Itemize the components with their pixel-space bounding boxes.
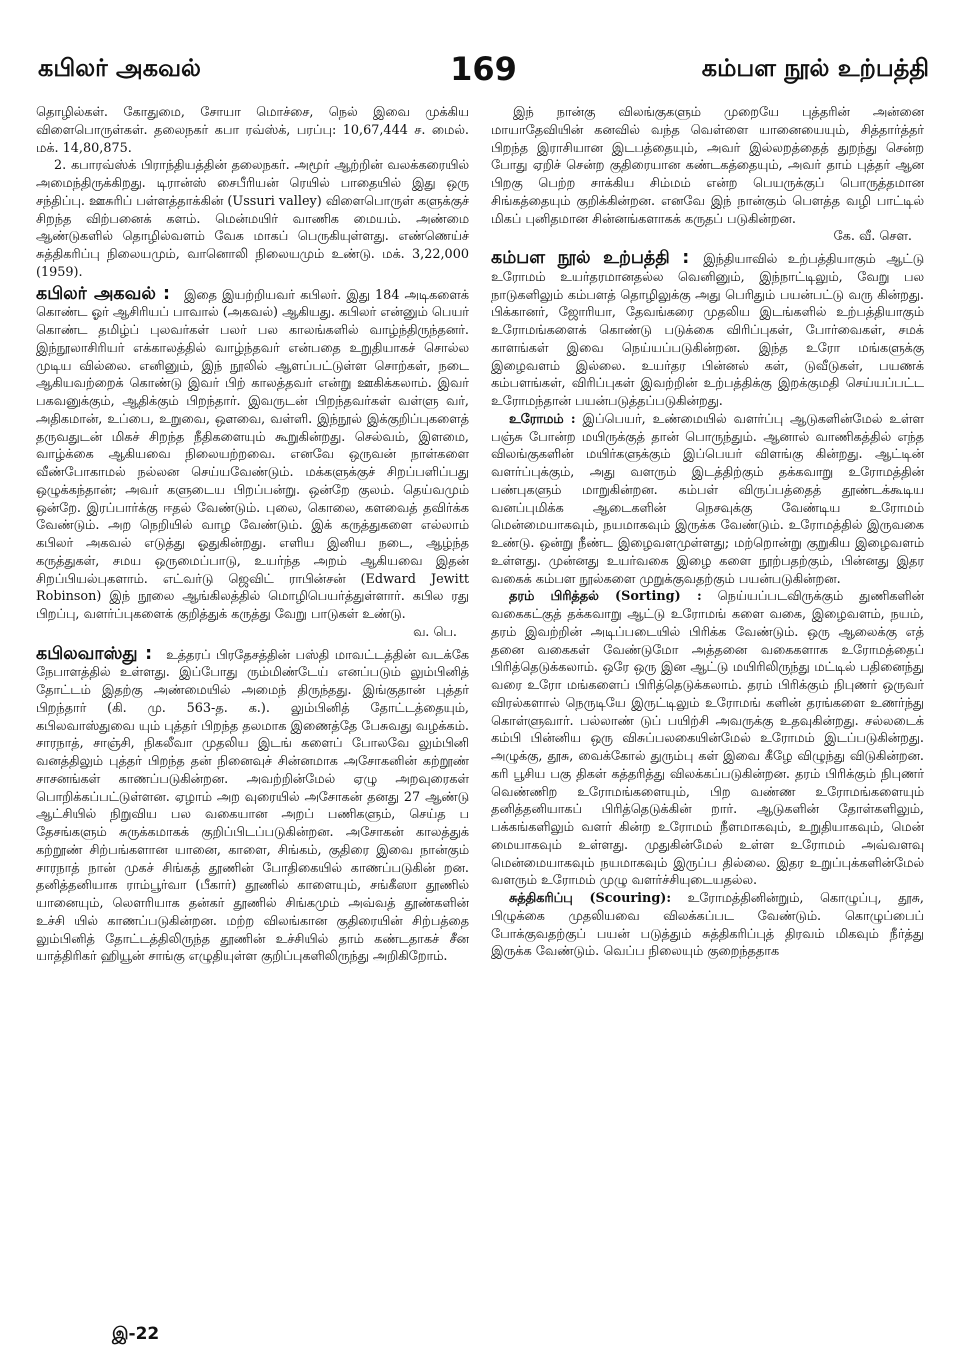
entry-headword: கபிலர் அகவல் : (36, 283, 170, 304)
continued-paragraph (491, 104, 924, 246)
entry-body: இந்தியாவில் உற்பத்தியாகும் ஆட்டு உரோமம் உயர்தரமானதல்ல வெனினும், இந்நாட்டிலும், வேறு பல நாடுகளிலும் கம்பளத் தொழிலுக்கு அது பெரிதும் பயன்பட்டு வரு கின்றது. பிக்கானர், ஜோரியா, தேவங்கரை முதலிய இடங்களில் உற்பத்தியாகும் உரோமங்களைக் கொண்டு படுக்கை விரிப்புகள், போர்வைகள், சமக் காளங்கள் இவை நெய்யப்படுகின்றன. இந்த உரோ மங்களுக்கு இழைவளம் இல்லை. உயர்தர பின்னல் கள், டுவீடுகள், பயணக் கம்பளங்கள், விரிப்புகள் இவற்றின் உற்பத்திக்கு இறக்குமதி செய்யப்பட்ட உரோமந்தான் பயன்படுத்தப்படுகின்றது. (491, 252, 924, 409)
entry-headword: கபிலவாஸ்து : (36, 643, 153, 664)
continued-paragraph: தொழில்கள். கோதுமை, சோயா மொச்சை, நெல் இவை முக்கிய விளைபொருள்கள். தலைநகர் கபா ரவ்ஸ்க், பரப்பு: 10,67,444 ச. மைல். மக். 14,80,875. (36, 105, 469, 156)
page-number: 169 (450, 50, 517, 88)
running-head-left: கபிலர் அகவல் (38, 54, 201, 82)
entry-kapilavastu (36, 644, 469, 967)
right-column (491, 104, 924, 1329)
author-initials: வ. பெ. (413, 624, 457, 640)
running-head-right: கம்பள நூல் உற்பத்தி (701, 54, 929, 82)
subsection-wool (491, 411, 924, 589)
subsection-body: உரோமத்தினின்றும், கொழுப்பு, தூசு, பிழுக்கை முதலியவை விலக்கப்பட வேண்டும். கொழுப்பைப் போக்குவதற்குப் பயன் படுத்தும் சுத்திகரிப்புத் திரவம் மிகவும் நீர்த்து இருக்க வேண்டும். வெப்ப நிலையும் குறைந்ததாக (491, 891, 924, 960)
subsection-label: சுத்திகரிப்பு (Scouring): (509, 891, 672, 906)
page-header (38, 50, 929, 94)
signature-mark: இ-22 (112, 1324, 160, 1344)
subsection-label: உரோமம் : (509, 411, 576, 427)
subsection-body: நெய்யப்படவிருக்கும் துணிகளின் வகைகட்குத் தக்கவாறு ஆட்டு உரோமங் களை வகை, இழைவளம், நயம், தரம் இவற்றின் அடிப்படையில் பிரிக்க வேண்டும். ஒரு ஆலைக்கு எத் தனை வகைகள் வேண்டுமோ அத்தனை வகைகளாக உரோமத்தைப் பிரித்தெடுக்கலாம். ஒரே ஒரு இன ஆட்டு மயிரிலிருந்து மட்டில் பதினைந்து வரை உரோ மங்களைப் பிரித்தெடுக்கலாம். தரம் பிரிக்கும் நிபுணர் ஒருவர் விரல்களால் நெருடியே இருட்டிலும் உரோமங் களின் தரங்களை உணர்ந்து கொள்ளுவார். பல்லாண் டுப் பயிற்சி அவருக்கு உதவுகின்றது. சல்லடைக் கம்பி பின்னிய ஒரு விசுப்பலகையின்மேல் உரோமம் இடப்படுகின்றது. அழுக்கு, தூசு, வைக்கோல் துரும்பு கள் இவை கீழே விழுந்து விடுகின்றன. கரி பூசிய பகு திகள் கத்தரித்து விலக்கப்படுகின்றன. தரம் பிரிக்கும் நிபுணர் வெண்ணிற உரோமங்களையும், பிற வண்ண உரோமங்களையும் தனித்தனியாகப் பிரித்தெடுக்கின் றார். ஆடுகளின் தோள்களிலும், பக்கங்களிலும் வளர் கின்ற உரோமம் நீளமாகவும், உறுதியாகவும், மென் மையாகவும் உள்ளது. முதுகின்மேல் உள்ள உரோமம் அவ்வளவு மென்மையாகவும் நயமாகவும் இருப்ப தில்லை. இதர உறுப்புக்களின்மேல் வளரும் உரோமம் முழு வளர்ச்சியுடையதல்ல. (491, 589, 924, 889)
subsection-label: தரம் பிரித்தல் (Sorting) : (509, 589, 702, 605)
entry-body: இதை இயற்றியவர் கபிலர். இது 184 அடிகளைக் கொண்ட ஓர் ஆசிரியப் பாவால் (அகவல்) ஆகியது. கபிலர் என்னும் பெயர் கொண்ட தமிழ்ப் புலவர்கள் பலர் பல காலங்களில் வாழ்ந்திருந்தனர். இந்நூலாசிரியர் எக்காலத்தில் வாழ்ந்தவர் என்பதை உறுதியாகச் சொல்ல முடிய வில்லை. எனினும், இந் நூலில் ஆளப்பட்டுள்ள சொற்கள், நடை ஆகியவற்றைக் கொண்டு இவர் பிற் காலத்தவர் என்று ஊகிக்கலாம். இவர் பகவனுக்கும், ஆதிக்கும் பிறந்தார். இவருடன் பிறந்தவர்கள் வள்ளு வர், அதிகமான், உப்பை, உறுவை, ஔவை, வள்ளி. இந்நூல் இக்குறிப்புகளைத் தருவதுடன் மிகச் சிறந்த நீதிகளையும் கூறுகின்றது. செல்வம், இளமை, வாழ்க்கை ஆகியவை நிலையற்றவை. எனவே ஒருவன் நாள்களை வீண்போகாமல் நல்லன செய்யவேண்டும். மக்களுக்குச் சிறப்பளிப்பது ஒழுக்கந்தான்; அவர் களுடைய பிறப்பன்று. ஒன்றே குலம். தெய்வமும் ஒன்றே. இரப்பார்க்கு ஈதல் வேண்டும். புலை, கொலை, களவைத் தவிர்க்க வேண்டும். அற நெறியில் வாழ வேண்டும். இக் கருத்துகளை எல்லாம் கபிலர் அகவல் எடுத்து ஓதுகின்றது. எளிய இனிய நடை, ஆழ்ந்த கருத்துகள், சமய ஒருமைப்பாடு, உயர்ந்த அறம் ஆகியவை இதன் சிறப்பியல்புகளாம். எட்வர்டு ஜெவிட் ராபின்சன் (Edward Jewitt Robinson) இந் நூலை ஆங்கிலத்தில் மொழிபெயர்த்துள்ளார். கபில ரது பிறப்பு, வளர்ப்புகளைக் குறித்துக் கருத்து வேறு பாடுகள் உண்டு. (36, 287, 469, 622)
entry-item-2: 2. கபாரவ்ஸ்க் பிராந்தியத்தின் தலைநகர். அமூர் ஆற்றின் வலக்கரையில் அமைந்திருக்கிறது. டிரான்ஸ் சைபீரியன் ரெயில் பாதையில் இது ஒரு சந்திப்பு. ஊசுரிப் பள்ளத்தாக்கின் (Ussuri valley) விளைபொருள் களுக்குச் சிறந்த விற்பனைக் களம். மென்மயிர் வாணிக மையம். அண்மை ஆண்டுகளில் தொழில்வளம் வேக மாகப் பெருகியுள்ளது. எண்ணெய்ச் சுத்திகரிப்பு நிலையமும், வானொலி நிலையமும் உண்டு. மக். 3,22,000 (1959). (36, 158, 469, 280)
author-initials: கே. வீ. சௌ. (833, 229, 912, 245)
entry-kapilar-akaval (36, 284, 469, 642)
paragraph-text: இந் நான்கு விலங்குகளும் முறையே புத்தரின் அன்னை மாயாதேவியின் கனவில் வந்த வெள்ளை யானையையும், சித்தார்த்தர் பிறந்த இராசியான இடபத்தையும், அவர் இல்லறத்தைத் துறந்து சென்ற போது ஏறிச் சென்ற குதிரையான கண்டகத்தையும், அவர் தாம் புத்தர் ஆன பிறகு பெற்ற சாக்கிய சிம்மம் என்ற பெயருக்குப் பொருத்தமான சிங்கத்தையும் குறிக்கின்றன. எனவே இந் நான்கும் பௌத்த வழி பாட்டில் மிகப் புனிதமான சின்னங்களாகக் கருதப் படுகின்றன. (491, 105, 924, 227)
subsection-scouring (491, 890, 924, 961)
left-column (36, 104, 469, 1329)
entry-body: உத்தரப் பிரதேசத்தின் பஸ்தி மாவட்டத்தின் வடக்கே நேபாளத்தில் உள்ளது. இப்போது ரும்மிண்டேய் எனப்படும் லும்பினித் தோட்டம் இதற்கு அண்மையில் அமைந் திருந்தது. இங்குதான் புத்தர் பிறந்தார் (கி. மு. 563-த. க.). லும்பினித் தோட்டத்தையும், கபிலவாஸ்துவை யும் புத்தர் பிறந்த தலமாக இணைத்தே பேசுவது வழக்கம். சாரநாத், சாஞ்சி, நிகலீவா முதலிய இடங் களைப் போலவே லும்பினி வனத்திலும் புத்தர் பிறந்த தன் நினைவுச் சின்னமாக அசோகனின் கற்றூண் சாசனங்கள் காணப்படுகின்றன. அவற்றின்மேல் ஏழு அறவுரைகள் பொறிக்கப்பட்டுள்ளன. ஏழாம் அற வுரையில் அசோகன் தனது 27 ஆண்டு ஆட்சியில் நிறுவிய பல வகையான அறப் பணிகளும், செய்த ப தேசங்களும் சுருக்கமாகக் குறிப்பிடப்படுகின்றன. அசோகன் காலத்துக் கற்றூண் சிற்பங்களான யானை, காளை, சிங்கம், குதிரை இவை நான்கும் சாரநாத் நான் முகச் சிங்கத் தூணின் போதிகையில் காணப்படுகின் றன. தனித்தனியாக ராம்பூர்வா (பீகார்) தூணில் காளையும், சங்கீஸா தூணில் யானையும், லௌரியாக தன்கர் தூணில் சிங்கமும் அவ்வத் தூண்களின் உச்சி யில் காணப்படுகின்றன. மற்ற விலங்கான குதிரையின் சிற்பத்தை லும்பினித் தோட்டத்திலிருந்த தூணின் உச்சியில் தாம் கண்டதாகச் சீன யாத்திரிகர் ஹியூன் சாங்கு எழுதியுள்ள குறிப்புகளிலிருந்து அறிகிறோம். (36, 647, 469, 965)
entry-headword: கம்பள நூல் உற்பத்தி : (491, 248, 690, 268)
entry-kambala-nool (491, 248, 924, 411)
subsection-body: இப்பெயர், உண்மையில் வளர்ப்பு ஆடுகளின்மேல் உள்ள பஞ்சு போன்ற மயிருக்குத் தான் பொருந்தும். ஆனால் வாணிகத்தில் எந்த விலங்குகளின் மயிர்களுக்கும் இப்பெயர் விளங்கு கின்றது. ஆட்டின் வளர்ப்புக்கும், அது வளரும் இடத்திற்கும் தக்கவாறு உரோமத்தின் பண்புகளும் மாறுகின்றன. கம்பள் விருப்பத்தைத் தூண்டக்கூடிய வனப்புமிக்க ஆடைகளின் நெசவுக்கு வேண்டிய உரோமம் மென்மையாகவும், நயமாகவும் இருக்க வேண்டும். உரோமத்தில் இருவகை உண்டு. ஒன்று நீண்ட இழைவளமுள்ளது; மற்றொன்று குறுகிய இழைவளம் உள்ளது. முன்னது உயர்வகை இழை களை நூற்பதற்கும், பின்னது இதர வகைக் கம்பள நூல்களை முறுக்குவதற்கும் பயன்படுகின்றன. (491, 411, 924, 587)
subsection-sorting (491, 588, 924, 890)
